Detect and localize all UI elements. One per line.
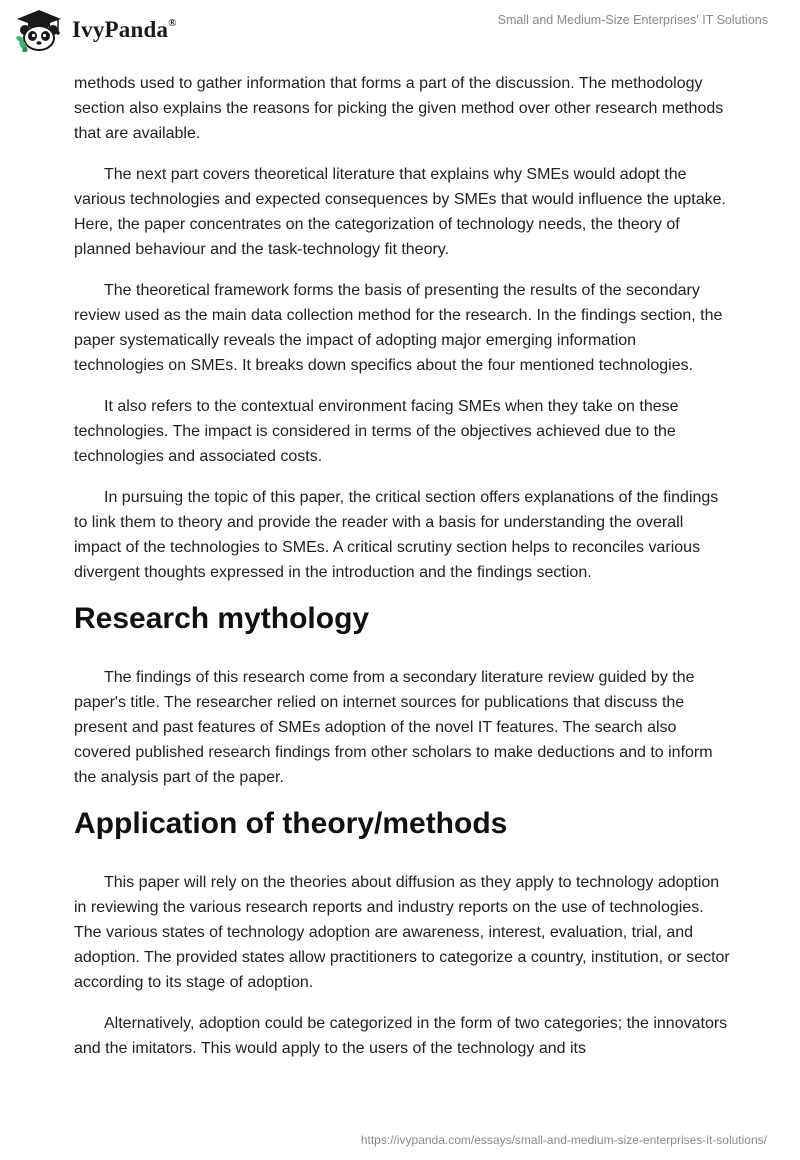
- paragraph-adoption-categories: Alternatively, adoption could be categorized in the form of two categories; the innovators and the imitators. This would apply to the users of the technology and its: [74, 1015, 728, 1057]
- document-title: Small and Medium-Size Enterprises' IT Solutions: [497, 13, 768, 27]
- source-url[interactable]: https://ivypanda.com/essays/small-and-medium-size-enterprises-it-solutions/: [360, 1133, 767, 1147]
- paragraph-research-findings: The findings of this research come from a secondary literature review guided by the paper's title. The researcher relied on internet sources for publications that discuss the present and past features of SMEs adoption of the novel IT features. The search also covered published research findings from other scholars to make deductions and to inform the analysis part of the paper.: [74, 669, 713, 786]
- paragraph-theoretical-framework: The theoretical framework forms the basis of presenting the results of the secondary review used as the main data collection method for the research. In the findings section, the paper systematically reveals the impact of adopting major emerging information technologies on SMEs. It breaks down specifics about the four mentioned technologies.: [74, 282, 723, 374]
- paragraph-methodology-intro: methods used to gather information that forms a part of the discussion. The methodology section also explains the reasons for picking the given method over other research methods that are available.: [74, 75, 724, 142]
- paragraph-contextual-environment: It also refers to the contextual environment facing SMEs when they take on these technologies. The impact is considered in terms of the objectives achieved due to the technologies and associated costs.: [74, 398, 679, 465]
- paragraph-diffusion-theory: This paper will rely on the theories about diffusion as they apply to technology adoption in reviewing the various research reports and industry reports on the use of technologies. The various states of technology adoption are awareness, interest, evaluation, trial, and adoption. The provided states allow practitioners to categorize a country, institution, or sector according to its stage of adoption.: [74, 874, 730, 991]
- page-header: [0, 0, 800, 70]
- heading-research-mythology: Research mythology: [74, 602, 370, 635]
- paragraph-critical-section: In pursuing the topic of this paper, the critical section offers explanations of the findings to link them to theory and provide the reader with a basis for understanding the overall impact of the technologies to SMEs. A critical scrutiny section helps to reconciles various divergent thoughts expressed in the introduction and the findings section.: [74, 489, 719, 581]
- panda-graduate-icon: [14, 8, 64, 52]
- paragraph-theoretical-literature: The next part covers theoretical literature that explains why SMEs would adopt the various technologies and expected consequences by SMEs that would influence the uptake. Here, the paper concentrates on the categorization of technology needs, the theory of planned behaviour and the task-technology fit theory.: [74, 166, 726, 258]
- article-body: [74, 71, 730, 1077]
- logo-wordmark: IvyPanda®: [72, 17, 177, 42]
- heading-application-theory: Application of theory/methods: [74, 807, 508, 840]
- ivypanda-logo[interactable]: [14, 8, 177, 52]
